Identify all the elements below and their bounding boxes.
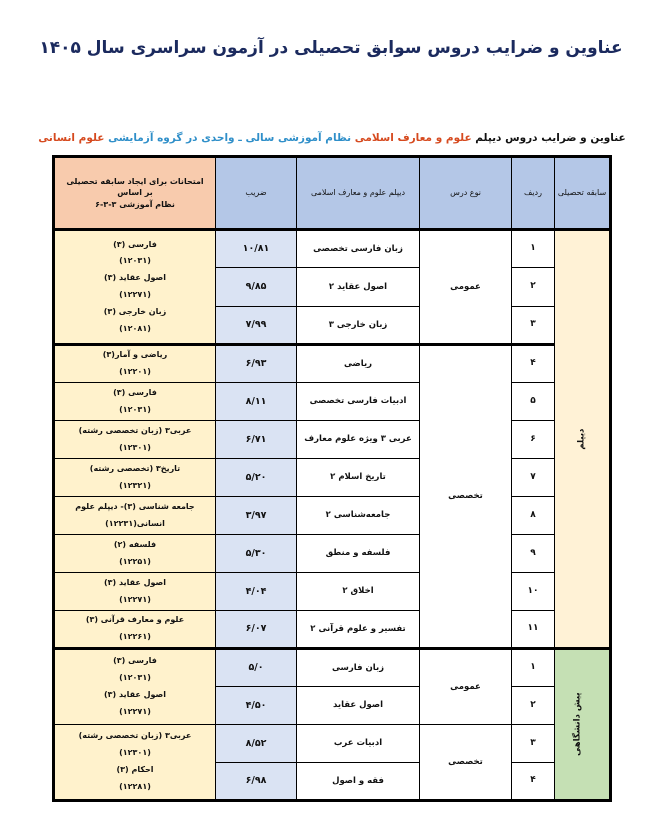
exam-cell: فلسفه (۲) (۱۲۲۵۱) [54,535,216,573]
coefficient: ۷/۹۹ [216,307,297,345]
exam-cell: تاریخ۳ (تخصصی رشته) (۱۲۳۲۱) [54,459,216,497]
course-type: عمومی [420,649,512,725]
coefficient: ۶/۷۱ [216,421,297,459]
course-name: فلسفه و منطق [297,535,420,573]
coefficient: ۶/۰۷ [216,611,297,649]
row-index: ۹ [512,535,555,573]
table-row [54,611,611,649]
coefficient: ۱۰/۸۱ [216,230,297,268]
course-name: زبان فارسی تخصصی [297,230,420,268]
header-row-number: ردیف [512,157,555,230]
course-name: اخلاق ۲ [297,573,420,611]
header-coefficient: ضریب [216,157,297,230]
course-name: ادبیات فارسی تخصصی [297,383,420,421]
row-index: ۳ [512,307,555,345]
course-name: تفسیر و علوم قرآنی ۲ [297,611,420,649]
exam-cell: ریاضی و آمار(۳) (۱۲۲۰۱) [54,345,216,383]
subtitle-part-3: نظام آموزشی سالی ـ واحدی در گروه آزمایشی [104,132,355,144]
header-history: سابقه تحصیلی [555,157,611,230]
table-row [54,649,611,687]
coefficient: ۳/۹۷ [216,497,297,535]
row-index: ۱ [512,649,555,687]
coefficient: ۸/۵۲ [216,725,297,763]
row-index: ۳ [512,725,555,763]
coefficient: ۵/۲۰ [216,459,297,497]
group-diploma: دیپلم [555,230,611,649]
coefficient: ۶/۹۸ [216,763,297,801]
header-course: دیپلم علوم و معارف اسلامی [297,157,420,230]
table-row [54,535,611,573]
coefficient: ۸/۱۱ [216,383,297,421]
table-row [54,459,611,497]
course-type: تخصصی [420,725,512,801]
row-index: ۲ [512,687,555,725]
course-name: اصول عقاید ۲ [297,268,420,307]
row-index: ۵ [512,383,555,421]
course-name: زبان خارجی ۳ [297,307,420,345]
course-name: اصول عقاید [297,687,420,725]
exam-cell: عربی۳ (زبان تخصصی رشته) (۱۲۳۰۱) [54,421,216,459]
exam-cell: علوم و معارف قرآنی (۳) (۱۲۲۶۱) [54,611,216,649]
course-name: عربی ۳ ویژه علوم معارف [297,421,420,459]
coefficient: ۵/۳۰ [216,535,297,573]
page-title: عناوین و ضرایب دروس سوابق تحصیلی در آزمون سراسری سال ۱۴۰۵ [39,38,623,58]
exam-cell: فارسی (۳) (۱۲۰۳۱) اصول عقاید (۳) (۱۲۲۷۱) [54,649,216,725]
table-row [54,421,611,459]
course-type: عمومی [420,230,512,345]
subtitle-group-name: علوم انسانی [38,132,105,144]
exam-cell: عربی۳ (زبان تخصصی رشته) (۱۲۳۰۱) احکام (۳) (۱۲۲۸۱) [54,725,216,801]
course-name: ریاضی [297,345,420,383]
row-index: ۱ [512,230,555,268]
row-index: ۴ [512,345,555,383]
coefficient: ۴/۰۴ [216,573,297,611]
coefficient: ۹/۸۵ [216,268,297,307]
group-pre-university: پیش دانشگاهی [555,649,611,801]
course-name: فقه و اصول [297,763,420,801]
row-index: ۱۰ [512,573,555,611]
table-row [54,383,611,421]
table-row [54,725,611,763]
table-row [54,230,611,268]
course-name: زبان فارسی [297,649,420,687]
course-name: جامعه‌شناسی ۲ [297,497,420,535]
coefficients-table [52,155,612,802]
table-row [54,497,611,535]
table-row [54,573,611,611]
exam-cell: جامعه شناسی (۳)- دیپلم علوم انسانی(۱۲۲۳۱) [54,497,216,535]
subtitle-field-name: علوم و معارف اسلامی [354,132,472,144]
table-row [54,345,611,383]
subtitle-part-1: عناوین و ضرایب دروس دیپلم [471,132,626,144]
row-index: ۱۱ [512,611,555,649]
row-index: ۸ [512,497,555,535]
course-name: ادبیات عرب [297,725,420,763]
row-index: ۷ [512,459,555,497]
course-name: تاریخ اسلام ۲ [297,459,420,497]
exam-cell: فارسی (۳) (۱۲۰۳۱) [54,383,216,421]
coefficient: ۶/۹۳ [216,345,297,383]
row-index: ۴ [512,763,555,801]
exam-cell: فارسی (۳) (۱۲۰۳۱) اصول عقاید (۳) (۱۲۲۷۱) زبان خارجی (۳) (۱۲۰۸۱) [54,230,216,345]
header-course-type: نوع درس [420,157,512,230]
exam-cell: اصول عقاید (۳) (۱۲۲۷۱) [54,573,216,611]
header-exams: امتحانات برای ایجاد سابقه تحصیلی بر اساس نظام آموزشی ۳-۳-۶ [54,157,216,230]
table-subtitle [30,132,634,144]
coefficient: ۴/۵۰ [216,687,297,725]
row-index: ۲ [512,268,555,307]
row-index: ۶ [512,421,555,459]
course-type: تخصصی [420,345,512,649]
header-row [54,157,611,230]
coefficient: ۵/۰ [216,649,297,687]
